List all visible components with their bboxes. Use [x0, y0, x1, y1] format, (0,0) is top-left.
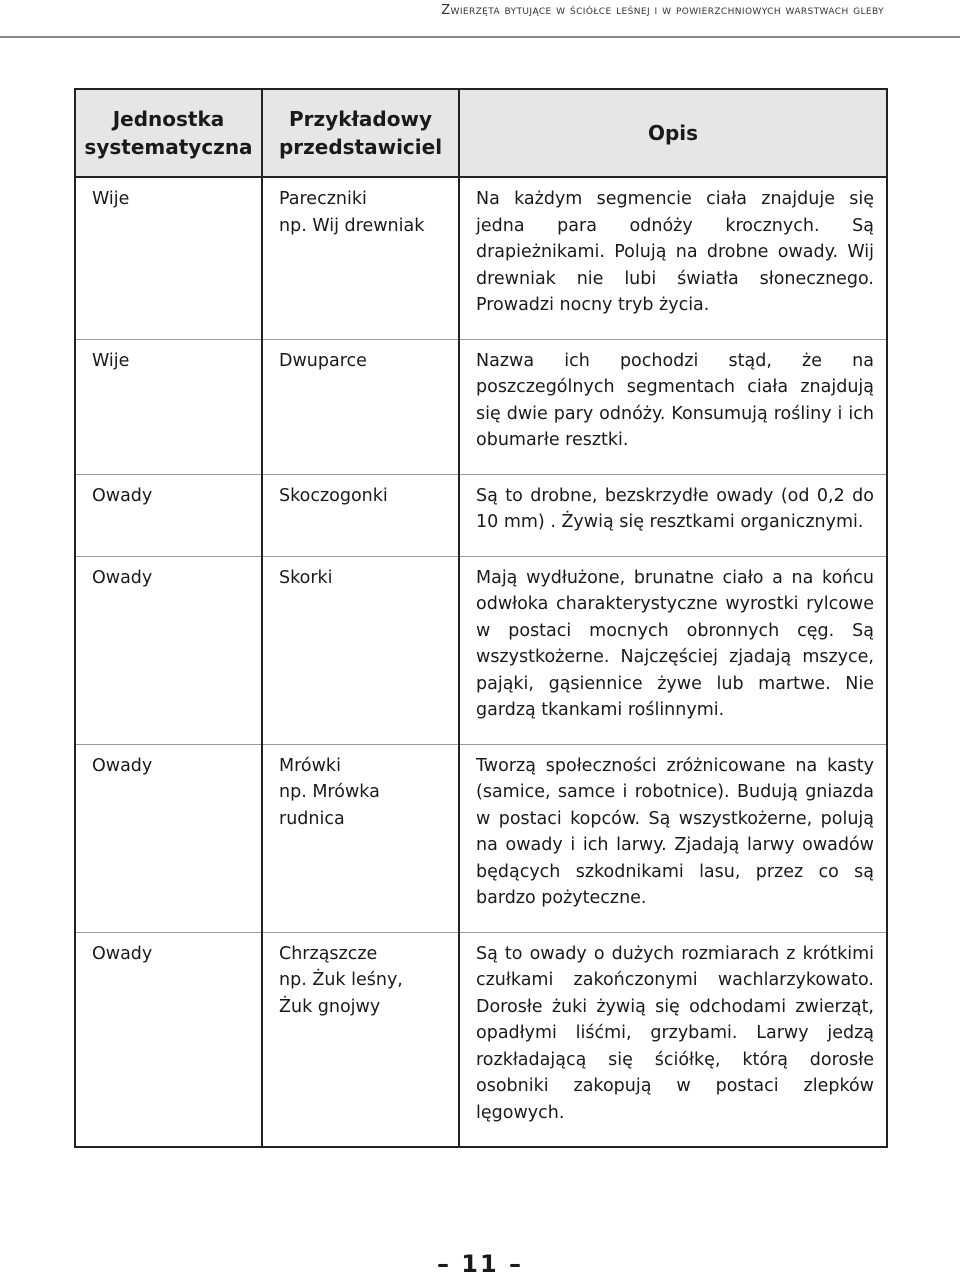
cell-example: Dwuparce — [262, 339, 459, 474]
cell-example: Chrząszcze np. Żuk leśny, Żuk gnojwy — [262, 932, 459, 1147]
cell-unit: Owady — [75, 744, 262, 932]
table-row — [75, 932, 887, 1147]
cell-description: Na każdym segmencie ciała znajduje się jedna para odnóży krocznych. Są drapieżnikami. Polują na drobne owady. Wij drewniak nie lubi światła słonecznego. Prowadzi nocny tryb życia. — [459, 177, 887, 339]
cell-description: Są to drobne, bezskrzydłe owady (od 0,2 do 10 mm) . Żywią się resztkami organicznymi. — [459, 474, 887, 556]
cell-description: Nazwa ich pochodzi stąd, że na poszczególnych segmentach ciała znajdują się dwie pary odnóży. Konsumują rośliny i ich obumarłe resztki. — [459, 339, 887, 474]
cell-example: Skorki — [262, 556, 459, 744]
cell-example: Mrówki np. Mrówka rudnica — [262, 744, 459, 932]
cell-description: Mają wydłużone, brunatne ciało a na końcu odwłoka charakterystyczne wyrostki rylcowe w postaci mocnych obronnych cęg. Są wszystkożerne. Najczęściej zjadają mszyce, pająki, gąsiennice żywe lub martwe. Nie gardzą tkankami roślinnymi. — [459, 556, 887, 744]
cell-unit: Wije — [75, 177, 262, 339]
cell-unit: Owady — [75, 474, 262, 556]
table-row — [75, 744, 887, 932]
table-row — [75, 474, 887, 556]
table-row — [75, 177, 887, 339]
table-header-row — [75, 89, 887, 177]
column-header-example: Przykładowy przedstawiciel — [262, 89, 459, 177]
table-row — [75, 339, 887, 474]
cell-description: Tworzą społeczności zróżnicowane na kasty (samice, samce i robotnice). Budują gniazda w postaci kopców. Są wszystkożerne, polują na owady i ich larwy. Zjadają larwy owadów będących szkodnikami lasu, przez co są bardzo pożyteczne. — [459, 744, 887, 932]
cell-description: Są to owady o dużych rozmiarach z krótkimi czułkami zakończonymi wachlarzykowato. Dorosłe żuki żywią się odchodami zwierząt, opadłymi liśćmi, grzybami. Larwy jedzą rozkładającą się ściółkę, którą dorosłe osobniki zakopują w postaci zlepków lęgowych. — [476, 943, 874, 1123]
column-header-description: Opis — [459, 89, 887, 177]
cell-example: Skoczogonki — [262, 474, 459, 556]
cell-unit: Owady — [75, 556, 262, 744]
header-rule — [0, 36, 960, 38]
cell-unit: Wije — [75, 339, 262, 474]
species-table — [74, 88, 888, 1148]
cell-example: Pareczniki np. Wij drewniak — [262, 177, 459, 339]
running-header: Zwierzęta bytujące w ściółce leśnej i w powierzchniowych warstwach gleby — [441, 3, 884, 18]
cell-unit: Owady — [75, 932, 262, 1147]
table-row — [75, 556, 887, 744]
column-header-unit: Jednostka systematyczna — [75, 89, 262, 177]
page-number: – 11 – — [436, 1250, 524, 1278]
